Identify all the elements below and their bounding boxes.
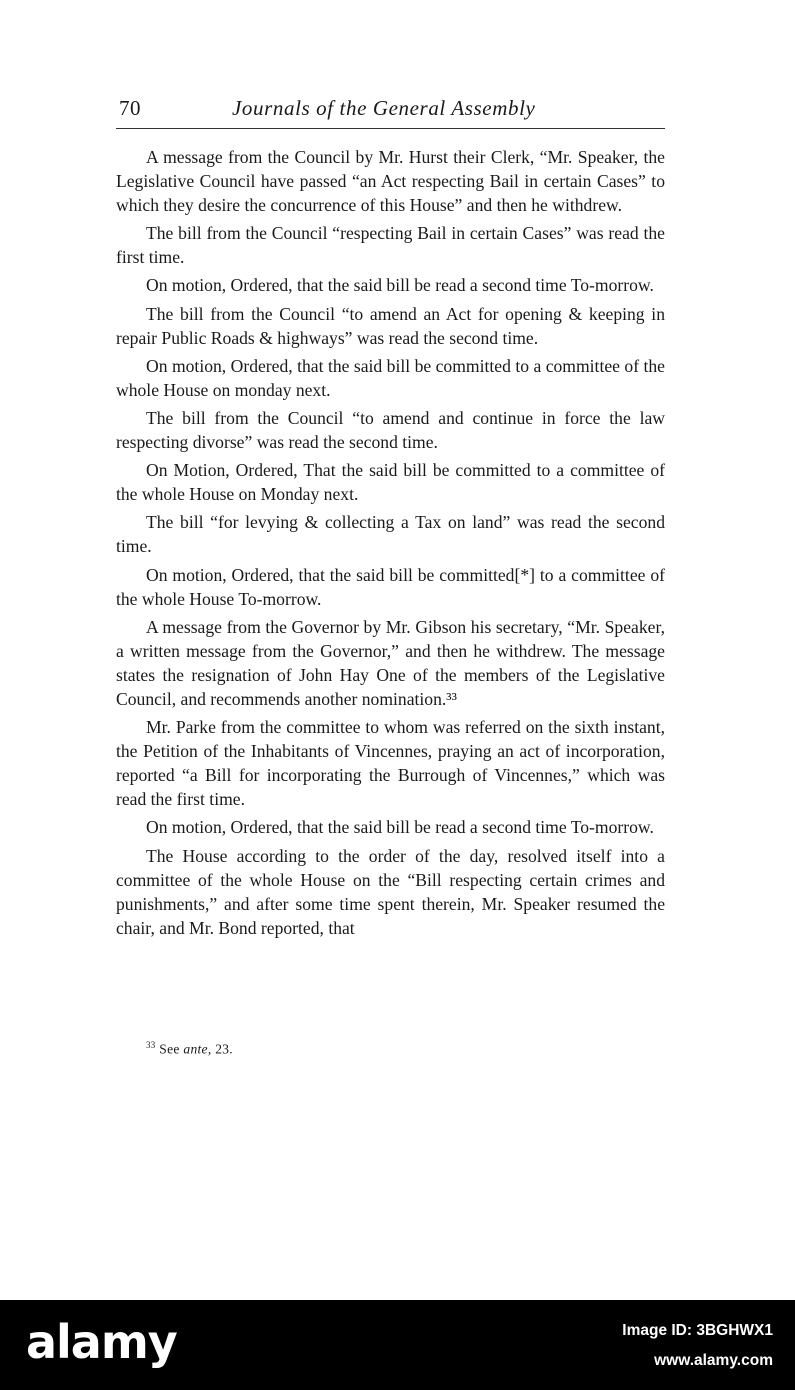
paragraph: The bill from the Council “to amend an Act for opening & keeping in repair Public Roads & highways” was read the second time. [116, 303, 665, 348]
image-id: Image ID: 3BGHWX1 [622, 1322, 773, 1339]
paragraph: On motion, Ordered, that the said bill be committed[*] to a committee of the whole House To-morrow. [116, 564, 665, 609]
footnote-italic: ante, [183, 1041, 212, 1057]
page-header [116, 96, 665, 129]
body-text [116, 145, 665, 944]
footnote-number: 33 [146, 1040, 156, 1050]
paragraph: A message from the Governor by Mr. Gibson his secretary, “Mr. Speaker, a written message from the Governor,” and then he withdrew. The message states the resignation of John Hay One of the members of the Legislative Council, and recommends another nomination.³³ [116, 616, 665, 709]
paragraph: On motion, Ordered, that the said bill be read a second time To-morrow. [146, 817, 654, 838]
paragraph: The bill from the Council “to amend and continue in force the law respecting divorse” was read the second time. [116, 407, 665, 453]
paragraph: On Motion, Ordered, That the said bill be committed to a committee of the whole House on Monday next. [116, 460, 665, 505]
footnote-suffix: 23. [215, 1041, 233, 1057]
footnote-prefix: See [159, 1041, 180, 1057]
paragraph: The bill from the Council “respecting Bail in certain Cases” was read the first time. [116, 223, 665, 268]
paragraph: On motion, Ordered, that the said bill be read a second time To-morrow. [146, 275, 654, 296]
paragraph: A message from the Council by Mr. Hurst their Clerk, “Mr. Speaker, the Legislative Council have passed “an Act respecting Bail in certain Cases” to which they desire the concurrence of this House” and then he withdrew. [116, 147, 665, 216]
watermark-bar [0, 1300, 795, 1390]
footnote [146, 1040, 233, 1058]
paragraph: The House according to the order of the day, resolved itself into a committee of the whole House on the “Bill respecting certain crimes and punishments,” and after some time spent therein, Mr. Speaker resumed the chair, and Mr. Bond reported, that [116, 845, 665, 938]
site-url: www.alamy.com [654, 1352, 773, 1369]
running-head: Journals of the General Assembly [232, 96, 536, 120]
paragraph: The bill “for levying & collecting a Tax on land” was read the second time. [116, 512, 665, 557]
alamy-logo: alamy [26, 1315, 177, 1369]
paragraph: On motion, Ordered, that the said bill be committed to a committee of the whole House on monday next. [116, 355, 665, 400]
page-number: 70 [119, 96, 141, 120]
paragraph: Mr. Parke from the committee to whom was referred on the sixth instant, the Petition of the Inhabitants of Vincennes, praying an act of incorporation, reported “a Bill for incorporating the Burrough of Vincennes,” which was read the first time. [116, 717, 665, 810]
